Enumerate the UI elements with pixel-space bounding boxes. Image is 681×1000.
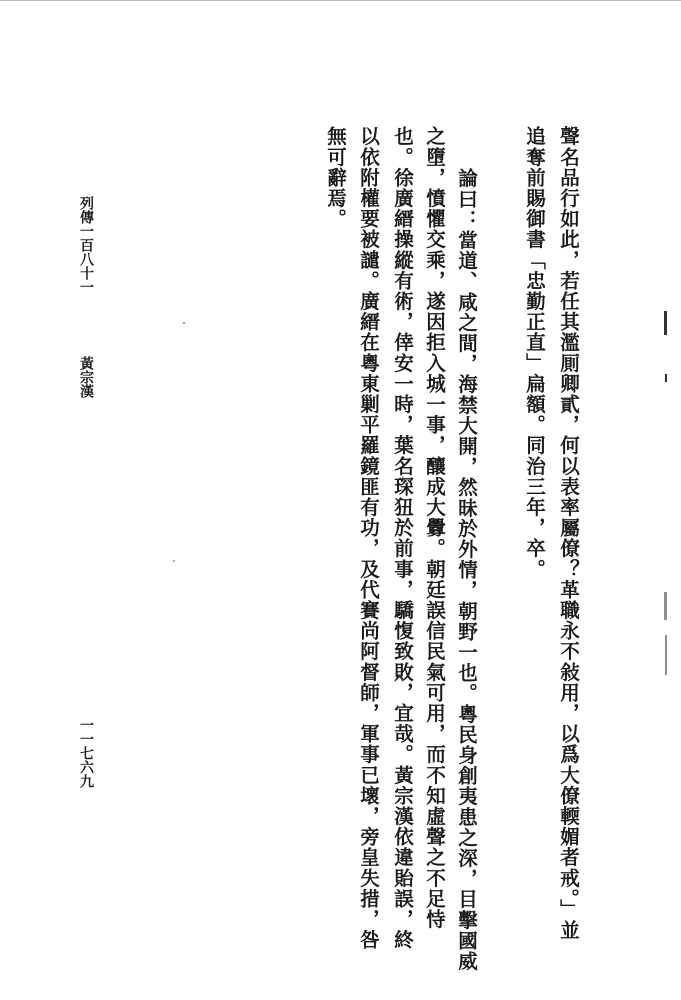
page-number: 一一七六九	[78, 718, 94, 788]
binding-mark	[665, 374, 667, 382]
text-column-7: 無可辭焉。	[324, 126, 347, 229]
top-border	[0, 0, 681, 1]
chapter-label: 列傳一百八十一	[78, 196, 94, 294]
text-column-3: 論曰：當道、咸之間，海禁大開，然昧於外情，朝野一也。粵民身創夷患之深，目擊國威	[455, 168, 478, 972]
text-column-5: 也。徐廣縉操縱有術，倖安一時，葉名琛狃於前事，驕愎致敗，宜哉。黃宗漢依違貽誤，終	[391, 126, 414, 950]
subject-label: 黃宗漢	[78, 356, 94, 398]
text-column-2: 追奪前賜御書「忠勤正直」扁額。同治三年，卒。	[523, 126, 546, 580]
binding-mark	[664, 592, 667, 620]
speck	[173, 560, 175, 562]
text-column-6: 以依附權要被譴。廣縉在粵東剿平羅鏡匪有功，及代賽尚阿督師，軍事已壞，旁皇失措，咎	[357, 126, 380, 950]
speck	[183, 322, 185, 324]
binding-mark	[664, 311, 667, 335]
text-column-1: 聲名品行如此，若任其濫厠卿貳，何以表率屬僚？革職永不敍用，以爲大僚輭媚者戒。」並	[557, 126, 580, 941]
binding-mark	[665, 635, 667, 675]
text-column-4: 之墮，憤懼交乘，遂因拒入城一事，釀成大釁。朝廷誤信民氣可用，而不知虛聲之不足恃	[423, 126, 446, 930]
